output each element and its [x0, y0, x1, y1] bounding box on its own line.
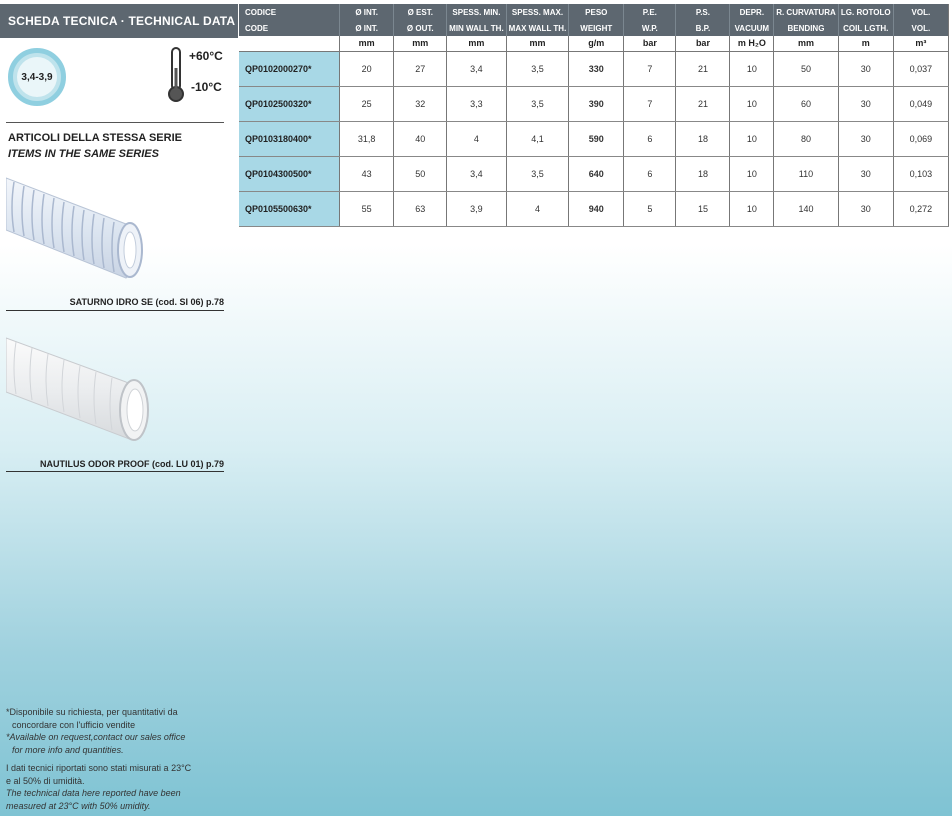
note-line: concordare con l'ufficio vendite [12, 719, 136, 730]
table-cell: 55 [339, 191, 393, 226]
note-line: *Disponibile su richiesta, per quantitativi da [6, 707, 178, 717]
table-cell: 21 [676, 86, 730, 121]
table-cell: 25 [339, 86, 393, 121]
technical-data-table [239, 4, 949, 227]
wall-thickness-value: 3,4-3,9 [17, 57, 57, 97]
series-heading-en: ITEMS IN THE SAME SERIES [8, 148, 159, 160]
table-cell: 10 [730, 51, 774, 86]
unit-cell: mm [506, 36, 569, 51]
header-row-it [239, 4, 949, 20]
table-cell: 10 [730, 156, 774, 191]
unit-cell: m H₂O [730, 36, 774, 51]
col-header: Ø INT. [339, 4, 393, 20]
col-header: SPESS. MIN. [447, 4, 507, 20]
table-cell: 20 [339, 51, 393, 86]
col-header: Ø INT. [339, 20, 393, 36]
table-cell: 3,5 [506, 156, 569, 191]
wall-thickness-badge [8, 48, 66, 106]
table-cell: 3,3 [447, 86, 507, 121]
table-cell: 4 [447, 121, 507, 156]
table-cell: 0,069 [893, 121, 948, 156]
table-cell: 0,037 [893, 51, 948, 86]
table-cell: 30 [838, 86, 893, 121]
col-header: Ø OUT. [394, 20, 447, 36]
table-cell: 10 [730, 121, 774, 156]
min-temperature: -10°C [191, 80, 222, 94]
col-header: MAX WALL TH. [506, 20, 569, 36]
col-header: P.E. [624, 4, 676, 20]
col-header: VOL. [893, 20, 948, 36]
unit-cell: m³ [893, 36, 948, 51]
table-row[interactable] [239, 86, 949, 121]
table-cell: 50 [394, 156, 447, 191]
table-cell: 50 [774, 51, 839, 86]
note-line: for more info and quantities. [12, 744, 124, 755]
col-header: Ø EST. [394, 4, 447, 20]
table-row[interactable] [239, 51, 949, 86]
note-line: The technical data here reported have been [6, 788, 181, 798]
col-header: R. CURVATURA [774, 4, 839, 20]
table-cell: 80 [774, 121, 839, 156]
product-code-cell: QP0102000270* [239, 51, 339, 86]
unit-cell: mm [774, 36, 839, 51]
table-cell: 18 [676, 156, 730, 191]
col-header: WEIGHT [569, 20, 624, 36]
table-cell: 60 [774, 86, 839, 121]
table-cell: 590 [569, 121, 624, 156]
table-cell: 940 [569, 191, 624, 226]
unit-cell: bar [624, 36, 676, 51]
table-cell: 140 [774, 191, 839, 226]
table-cell: 27 [394, 51, 447, 86]
unit-cell: m [838, 36, 893, 51]
note-line: e al 50% di umidità. [6, 775, 85, 786]
table-cell: 18 [676, 121, 730, 156]
table-cell: 390 [569, 86, 624, 121]
col-header: P.S. [676, 4, 730, 20]
table-cell: 21 [676, 51, 730, 86]
unit-cell: mm [394, 36, 447, 51]
col-header: CODE [239, 20, 339, 36]
product-code-cell: QP0105500630* [239, 191, 339, 226]
table-cell: 10 [730, 86, 774, 121]
table-cell: 30 [838, 156, 893, 191]
table-cell: 4,1 [506, 121, 569, 156]
col-header: VACUUM [730, 20, 774, 36]
table-cell: 110 [774, 156, 839, 191]
table-cell: 640 [569, 156, 624, 191]
unit-cell [239, 36, 339, 51]
max-temperature: +60°C [189, 49, 223, 63]
table-cell: 0,272 [893, 191, 948, 226]
header-row-en [239, 20, 949, 36]
table-cell: 63 [394, 191, 447, 226]
unit-cell: mm [447, 36, 507, 51]
col-header: W.P. [624, 20, 676, 36]
col-header: B.P. [676, 20, 730, 36]
table-cell: 3,5 [506, 51, 569, 86]
product-code-cell: QP0103180400* [239, 121, 339, 156]
product-code-cell: QP0104300500* [239, 156, 339, 191]
table-cell: 6 [624, 121, 676, 156]
note-line: measured at 23°C with 50% umidity. [6, 800, 151, 811]
note-line: *Available on request,contact our sales office [6, 732, 186, 742]
table-cell: 30 [838, 51, 893, 86]
table-cell: 6 [624, 156, 676, 191]
table-cell: 32 [394, 86, 447, 121]
table-cell: 15 [676, 191, 730, 226]
units-row [239, 36, 949, 51]
col-header: CODICE [239, 4, 339, 20]
table-cell: 5 [624, 191, 676, 226]
unit-cell: g/m [569, 36, 624, 51]
nautilus-hose-image[interactable] [6, 334, 216, 452]
caption-rule [6, 471, 224, 472]
thermometer-icon [164, 46, 188, 104]
table-cell: 3,4 [447, 156, 507, 191]
table-row[interactable] [239, 121, 949, 156]
series-heading-it: ARTICOLI DELLA STESSA SERIE [8, 132, 182, 144]
col-header: COIL LGTH. [838, 20, 893, 36]
unit-cell: mm [339, 36, 393, 51]
product-code-cell: QP0102500320* [239, 86, 339, 121]
unit-cell: bar [676, 36, 730, 51]
sheet-title: SCHEDA TECNICA · TECHNICAL DATA [0, 4, 238, 38]
col-header: VOL. [893, 4, 948, 20]
table-cell: 30 [838, 191, 893, 226]
divider [6, 122, 224, 123]
saturno-caption[interactable]: SATURNO IDRO SE (cod. SI 06) p.78 [69, 297, 224, 307]
table-cell: 30 [838, 121, 893, 156]
col-header: PESO [569, 4, 624, 20]
nautilus-caption[interactable]: NAUTILUS ODOR PROOF (cod. LU 01) p.79 [39, 459, 224, 469]
table-cell: 31,8 [339, 121, 393, 156]
table-cell: 40 [394, 121, 447, 156]
table-cell: 3,9 [447, 191, 507, 226]
col-header: LG. ROTOLO [838, 4, 893, 20]
table-cell: 0,103 [893, 156, 948, 191]
col-header: SPESS. MAX. [506, 4, 569, 20]
table-cell: 7 [624, 51, 676, 86]
saturno-hose-image[interactable] [6, 168, 216, 292]
col-header: BENDING [774, 20, 839, 36]
table-cell: 43 [339, 156, 393, 191]
footnotes [6, 706, 216, 812]
col-header: MIN WALL TH. [447, 20, 507, 36]
table-row[interactable] [239, 191, 949, 226]
table-row[interactable] [239, 156, 949, 191]
table-cell: 10 [730, 191, 774, 226]
table-cell: 3,5 [506, 86, 569, 121]
sidebar [0, 0, 236, 816]
col-header: DEPR. [730, 4, 774, 20]
table-cell: 0,049 [893, 86, 948, 121]
table-cell: 3,4 [447, 51, 507, 86]
table-cell: 330 [569, 51, 624, 86]
caption-rule [6, 310, 224, 311]
table-cell: 7 [624, 86, 676, 121]
table-cell: 4 [506, 191, 569, 226]
note-line: I dati tecnici riportati sono stati misurati a 23°C [6, 763, 192, 773]
